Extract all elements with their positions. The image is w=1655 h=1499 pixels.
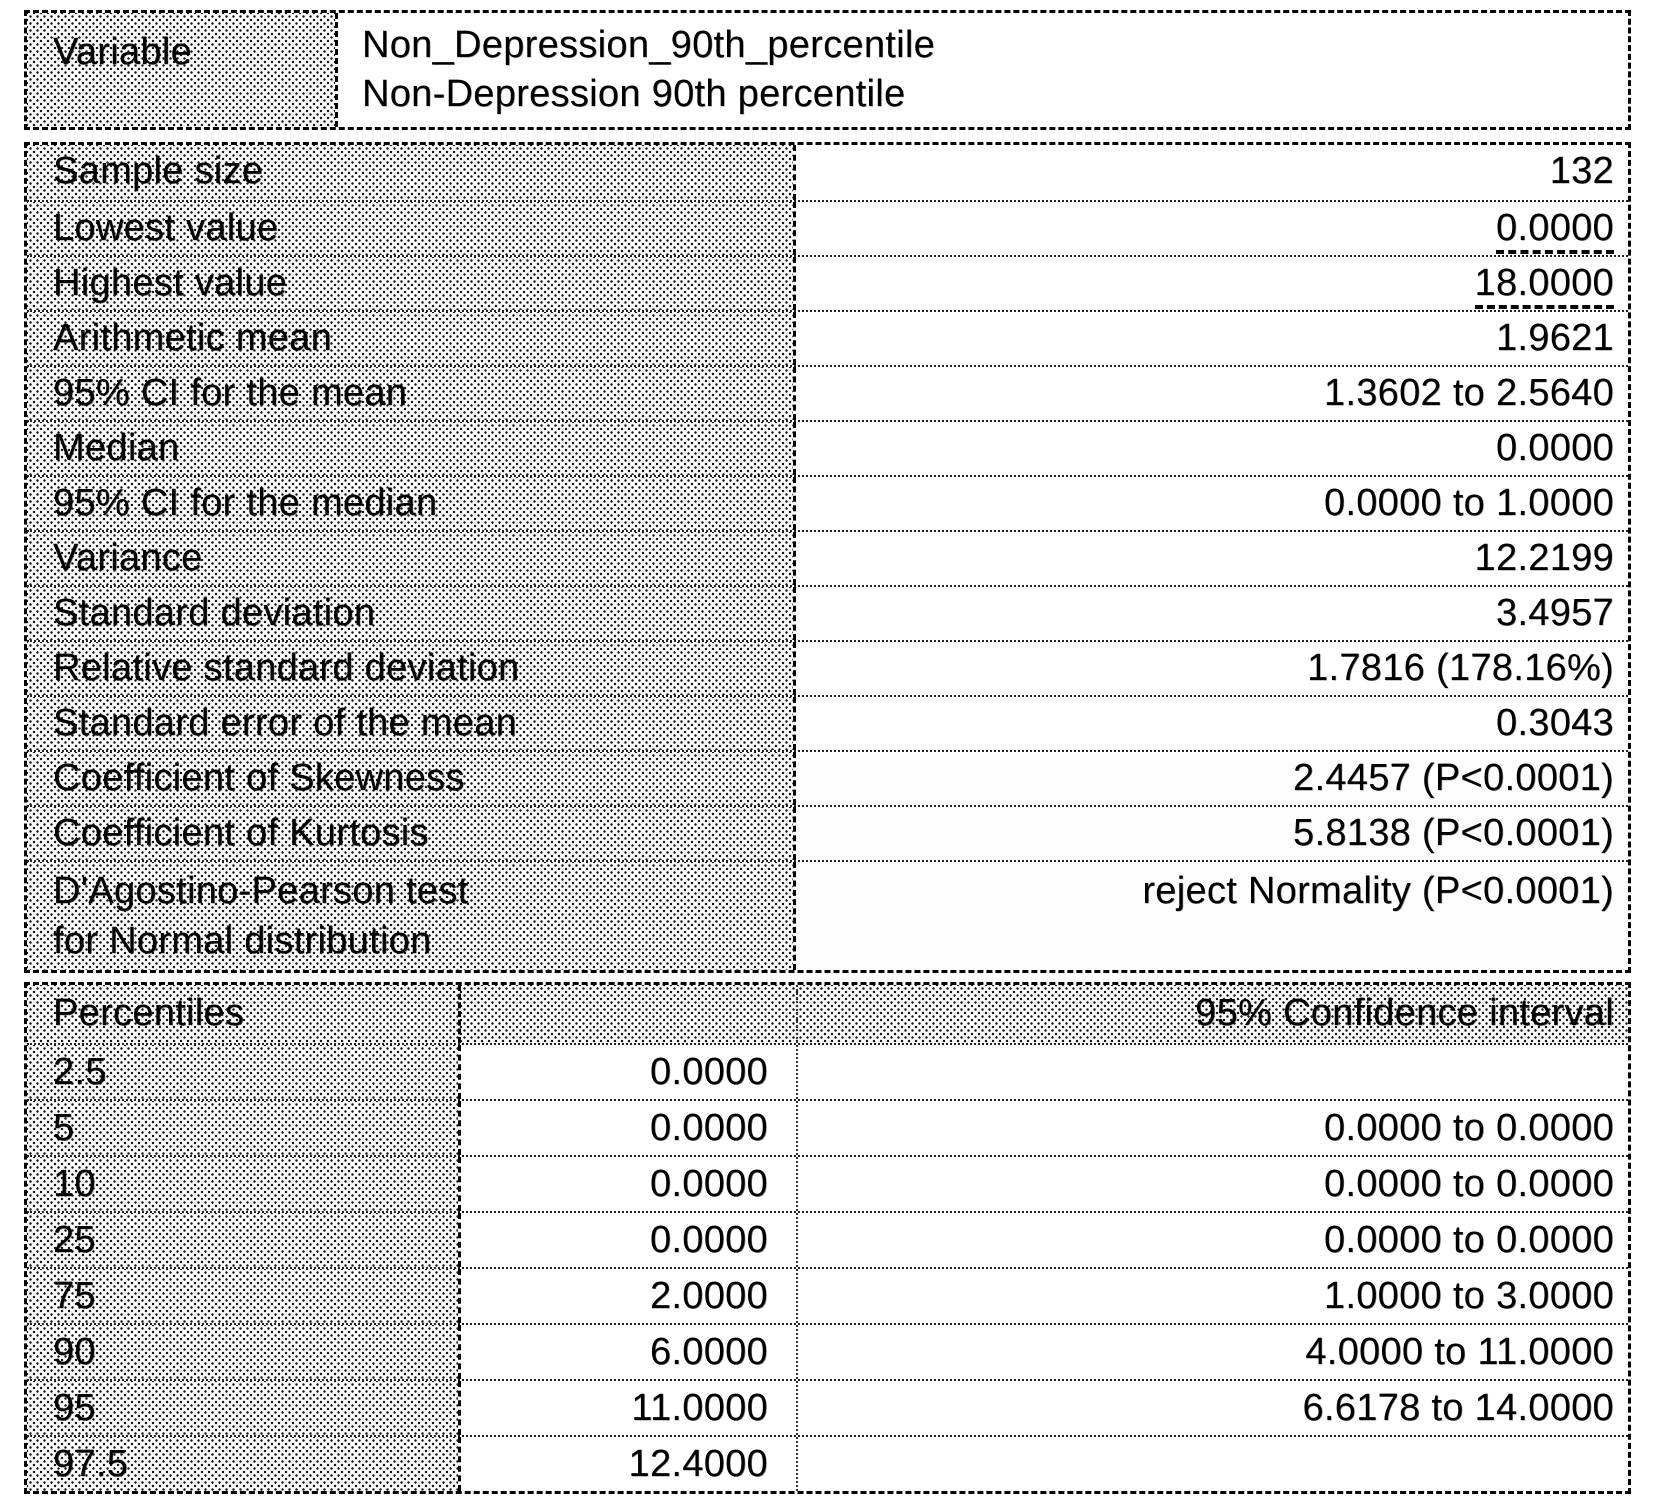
percentile-ci: 4.0000 to 11.0000 — [798, 1325, 1628, 1379]
percentiles-header-label: Percentiles — [53, 992, 245, 1034]
stat-row-dagostino-pearson — [27, 860, 1628, 970]
percentile-row-5 — [27, 1099, 1628, 1155]
percentile-label: 97.5 — [27, 1437, 458, 1491]
percentile-row-2-5 — [27, 1043, 1628, 1099]
percentile-value: 11.0000 — [458, 1381, 798, 1435]
percentile-ci — [798, 1437, 1628, 1491]
stat-label-line1: D'Agostino-Pearson test — [53, 870, 469, 912]
percentile-ci: 0.0000 to 0.0000 — [798, 1101, 1628, 1155]
percentile-ci: 0.0000 to 0.0000 — [798, 1157, 1628, 1211]
percentile-value: 0.0000 — [458, 1045, 798, 1099]
stat-label: Coefficient of Kurtosis — [27, 807, 793, 860]
variable-description: Non-Depression 90th percentile — [362, 73, 906, 115]
percentiles-header-spacer — [458, 985, 798, 1043]
stat-row-median — [27, 420, 1628, 475]
stat-value — [793, 202, 1628, 255]
percentile-label: 90 — [27, 1325, 458, 1379]
stat-row-skewness — [27, 750, 1628, 805]
stat-label: Relative standard deviation — [27, 642, 793, 695]
stat-row-variance — [27, 530, 1628, 585]
variable-value-cell — [335, 13, 1628, 127]
highest-value-link[interactable]: 18.0000 — [1475, 261, 1614, 309]
confidence-interval-header-label: 95% Confidence interval — [1195, 992, 1614, 1034]
percentiles-header-row — [27, 985, 1628, 1043]
percentile-row-97-5 — [27, 1435, 1628, 1491]
stat-row-kurtosis — [27, 805, 1628, 860]
stat-value: 1.9621 — [793, 312, 1628, 365]
stat-row-standard-deviation — [27, 585, 1628, 640]
percentile-value: 0.0000 — [458, 1101, 798, 1155]
stat-label: Standard error of the mean — [27, 697, 793, 750]
stat-label: Arithmetic mean — [27, 312, 793, 365]
percentiles-table — [24, 982, 1631, 1494]
percentile-ci — [798, 1045, 1628, 1099]
variable-name: Non_Depression_90th_percentile — [362, 24, 936, 66]
stat-label: Sample size — [27, 145, 793, 200]
percentile-label: 10 — [27, 1157, 458, 1211]
variable-label: Variable — [27, 13, 335, 127]
stat-value: 0.0000 — [793, 422, 1628, 475]
percentile-value: 2.0000 — [458, 1269, 798, 1323]
percentile-value: 0.0000 — [458, 1213, 798, 1267]
stat-value: 132 — [793, 145, 1628, 200]
percentile-label: 25 — [27, 1213, 458, 1267]
percentile-label: 2.5 — [27, 1045, 458, 1099]
stat-label: 95% CI for the median — [27, 477, 793, 530]
stat-label: Lowest value — [27, 202, 793, 255]
percentile-row-75 — [27, 1267, 1628, 1323]
percentile-ci: 1.0000 to 3.0000 — [798, 1269, 1628, 1323]
variable-header-table — [24, 10, 1631, 130]
stat-label: Coefficient of Skewness — [27, 752, 793, 805]
stat-value: 0.3043 — [793, 697, 1628, 750]
stat-row-relative-standard-deviation — [27, 640, 1628, 695]
stat-label-line2: for Normal distribution — [53, 920, 432, 962]
stat-value: 0.0000 to 1.0000 — [793, 477, 1628, 530]
stat-row-arithmetic-mean — [27, 310, 1628, 365]
percentile-row-90 — [27, 1323, 1628, 1379]
stat-row-highest-value — [27, 255, 1628, 310]
stat-value: 2.4457 (P<0.0001) — [793, 752, 1628, 805]
stat-label: 95% CI for the mean — [27, 367, 793, 420]
stat-value: 1.3602 to 2.5640 — [793, 367, 1628, 420]
stat-value: 1.7816 (178.16%) — [793, 642, 1628, 695]
percentile-label: 75 — [27, 1269, 458, 1323]
stat-label: Variance — [27, 532, 793, 585]
stat-label: Highest value — [27, 257, 793, 310]
percentile-label: 95 — [27, 1381, 458, 1435]
stat-row-ci-mean — [27, 365, 1628, 420]
stat-value: 12.2199 — [793, 532, 1628, 585]
stat-label: Standard deviation — [27, 587, 793, 640]
stat-value: 5.8138 (P<0.0001) — [793, 807, 1628, 860]
stat-label — [27, 862, 793, 970]
stat-label: Median — [27, 422, 793, 475]
stat-value: 3.4957 — [793, 587, 1628, 640]
percentile-ci: 0.0000 to 0.0000 — [798, 1213, 1628, 1267]
percentile-value: 12.4000 — [458, 1437, 798, 1491]
stat-value: reject Normality (P<0.0001) — [793, 862, 1628, 970]
percentile-row-10 — [27, 1155, 1628, 1211]
stat-row-ci-median — [27, 475, 1628, 530]
stat-row-standard-error-mean — [27, 695, 1628, 750]
percentile-row-95 — [27, 1379, 1628, 1435]
summary-statistics-table — [24, 142, 1631, 973]
stat-row-lowest-value — [27, 200, 1628, 255]
percentile-ci: 6.6178 to 14.0000 — [798, 1381, 1628, 1435]
percentile-label: 5 — [27, 1101, 458, 1155]
percentile-value: 0.0000 — [458, 1157, 798, 1211]
stat-row-sample-size — [27, 145, 1628, 200]
stat-value — [793, 257, 1628, 310]
percentile-row-25 — [27, 1211, 1628, 1267]
percentile-value: 6.0000 — [458, 1325, 798, 1379]
lowest-value-link[interactable]: 0.0000 — [1496, 206, 1614, 254]
